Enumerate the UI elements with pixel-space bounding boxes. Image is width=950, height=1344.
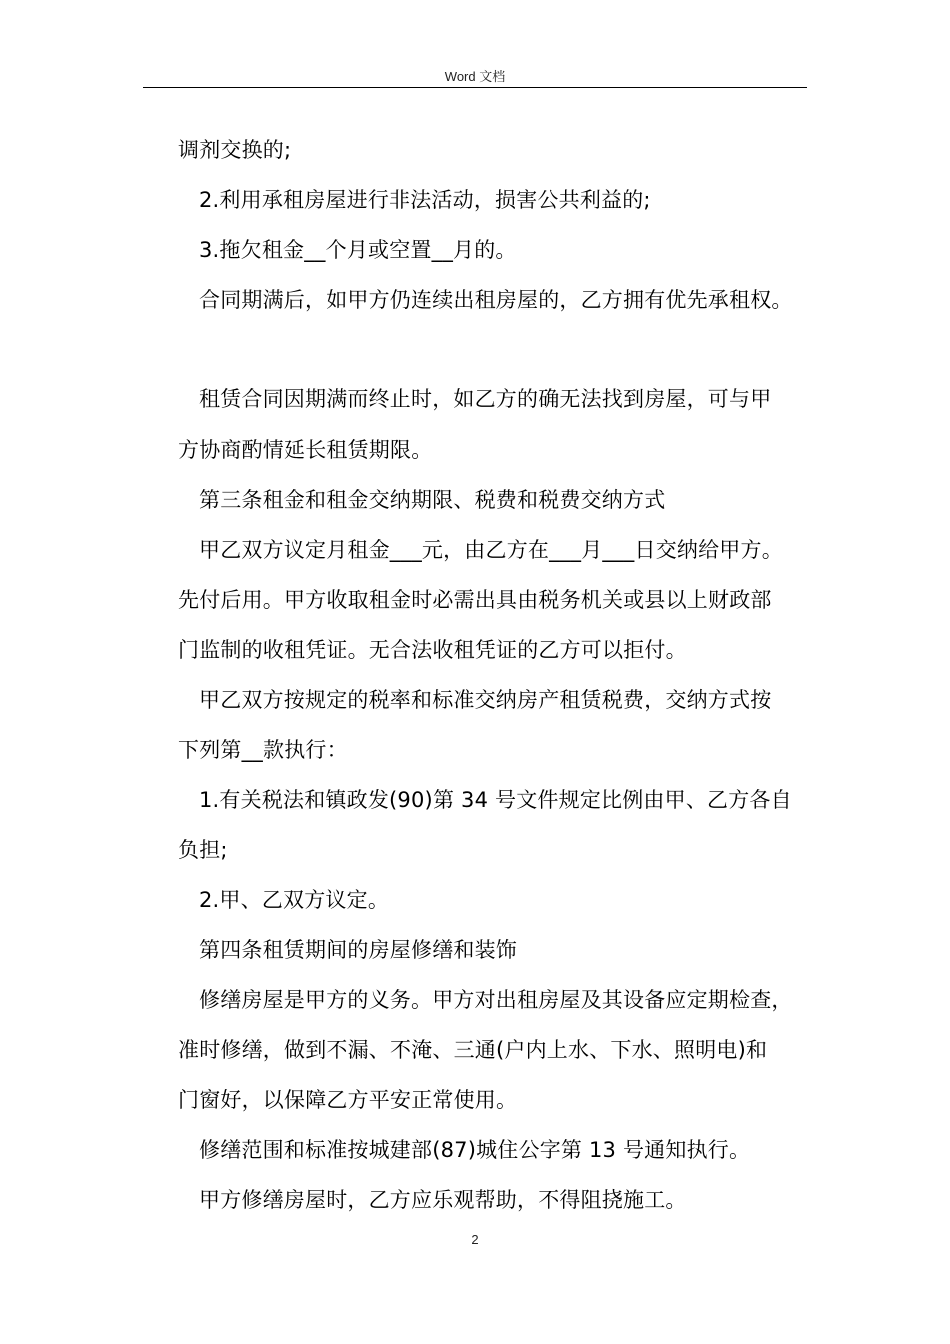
text-line: 租赁合同因期满而终止时，如乙方的确无法找到房屋，可与甲 [199,387,772,411]
text-line: 修缮房屋是甲方的义务。甲方对出租房屋及其设备应定期检查， [199,988,793,1012]
text-line: 甲乙双方议定月租金___元，由乙方在___月___日交纳给甲方。 [199,538,783,562]
text-line: 门监制的收租凭证。无合法收租凭证的乙方可以拒付。 [178,638,687,662]
text-line: 3.拖欠租金__个月或空置__月的。 [199,238,517,262]
header-title: Word 文档 [444,69,506,84]
text-line: 甲乙双方按规定的税率和标准交纳房产租赁税费，交纳方式按 [199,688,772,712]
text-line: 门窗好，以保障乙方平安正常使用。 [178,1088,518,1112]
section-heading: 第三条租金和租金交纳期限、税费和税费交纳方式 [199,488,666,512]
page-number: 2 [471,1232,479,1247]
text-line: 先付后用。甲方收取租金时必需出具由税务机关或县以上财政部 [178,588,772,612]
text-line: 2.利用承租房屋进行非法活动，损害公共利益的; [199,188,651,212]
text-line: 修缮范围和标准按城建部(87)城住公字第 13 号通知执行。 [199,1138,751,1162]
section-heading: 第四条租赁期间的房屋修缮和装饰 [199,938,517,962]
text-line: 负担; [178,838,228,862]
text-line: 1.有关税法和镇政发(90)第 34 号文件规定比例由甲、乙方各自 [199,788,792,812]
text-line: 准时修缮，做到不漏、不淹、三通(户内上水、下水、照明电)和 [178,1038,768,1062]
text-line: 合同期满后，如甲方仍连续出租房屋的，乙方拥有优先承租权。 [199,288,793,312]
text-line: 方协商酌情延长租赁期限。 [178,438,433,462]
text-line: 2.甲、乙双方议定。 [199,888,390,912]
text-line: 甲方修缮房屋时，乙方应乐观帮助，不得阻挠施工。 [199,1188,687,1212]
text-line: 下列第__款执行： [178,738,348,762]
text-line: 调剂交换的; [178,138,292,162]
header-divider [143,87,807,88]
